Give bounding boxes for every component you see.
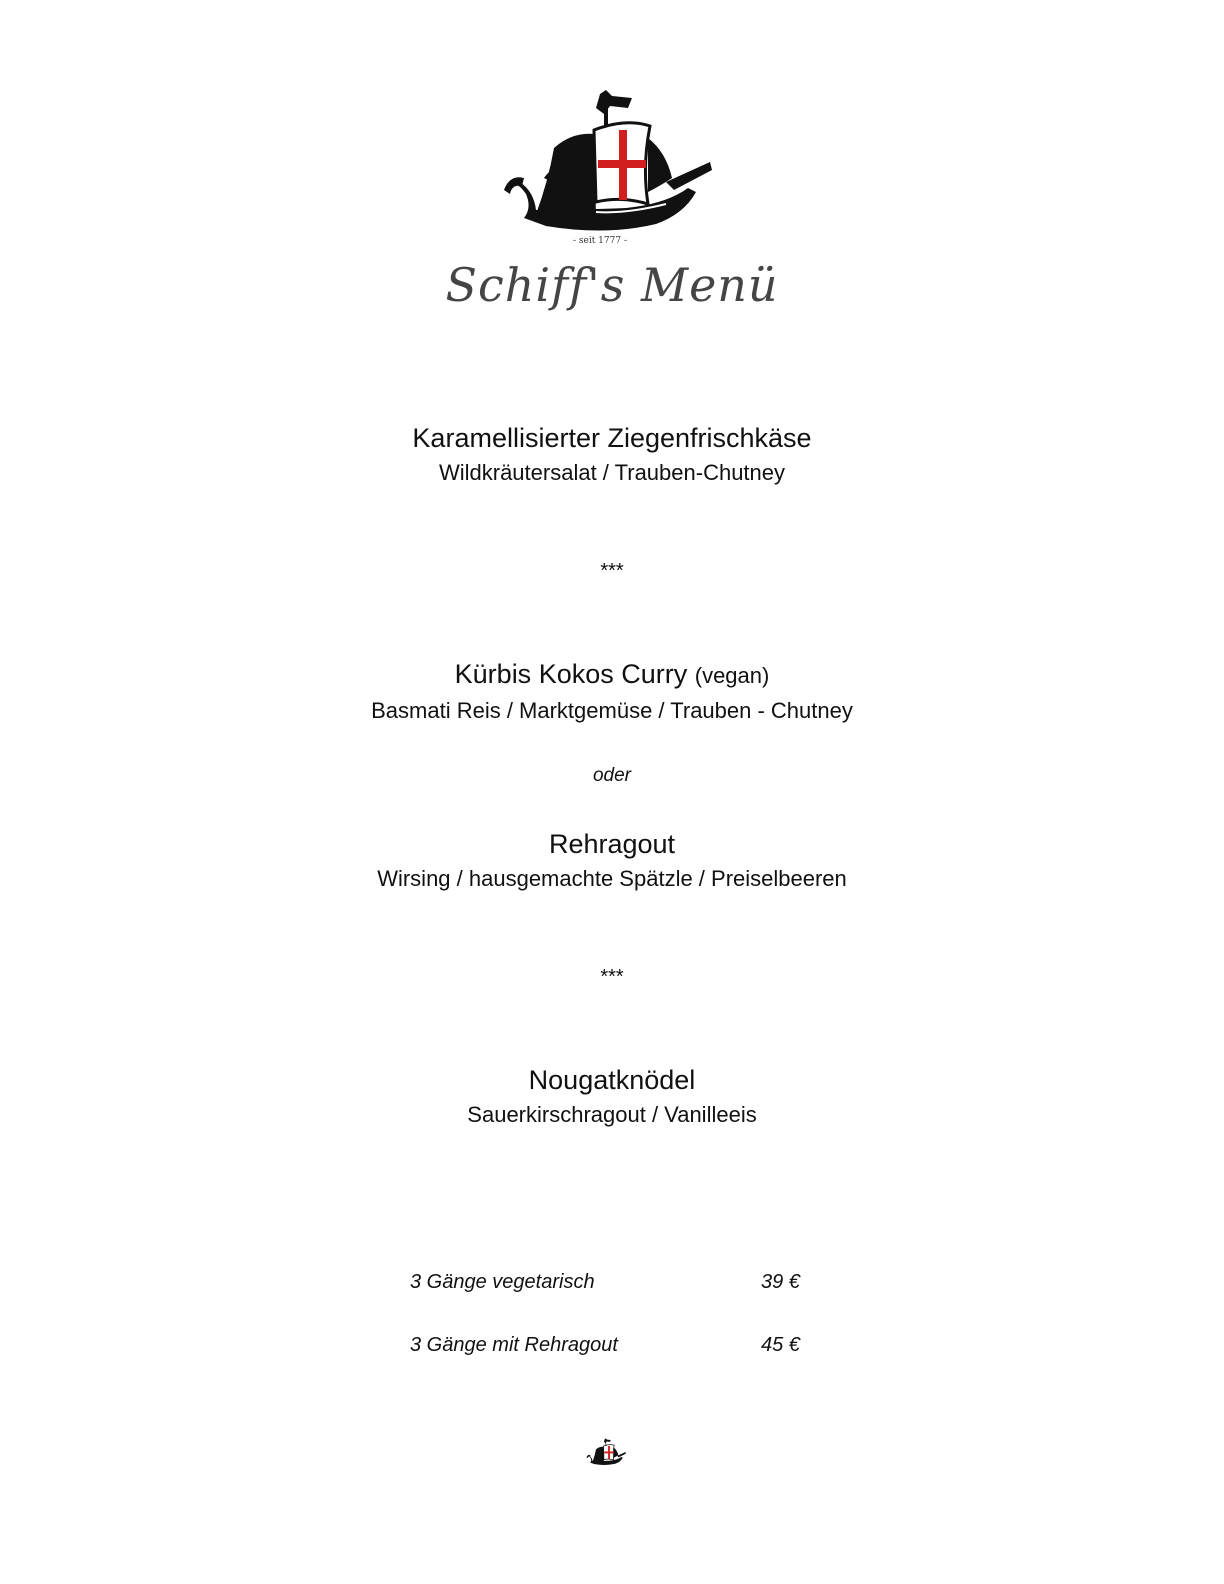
dish-sides: Sauerkirschragout / Vanilleeis bbox=[467, 1102, 757, 1127]
alternative-label: oder bbox=[592, 765, 632, 786]
course-separator: *** bbox=[600, 966, 624, 988]
ship-icon bbox=[585, 1437, 627, 1469]
ship-logo bbox=[496, 86, 718, 248]
dish-name: Nougatknödel bbox=[528, 1065, 696, 1095]
logo-tagline: - seit 1777 - bbox=[572, 236, 628, 246]
price-amount: 45 € bbox=[761, 1334, 800, 1356]
dish-sides: Wirsing / hausgemachte Spätzle / Preiselbeeren bbox=[377, 866, 847, 891]
course-separator: *** bbox=[600, 560, 624, 582]
dish-name-text: Kürbis Kokos Curry bbox=[454, 659, 688, 689]
page-title: Schiff's Menü bbox=[445, 258, 779, 312]
dish-sides: Wildkräutersalat / Trauben-Chutney bbox=[438, 460, 786, 485]
price-label: 3 Gänge vegetarisch bbox=[410, 1271, 595, 1293]
dish-name: Rehragout bbox=[548, 829, 676, 859]
course-main-venison bbox=[0, 826, 1224, 896]
course-dessert bbox=[0, 1062, 1224, 1132]
price-label: 3 Gänge mit Rehragout bbox=[410, 1334, 618, 1356]
dish-note: (vegan) bbox=[694, 663, 770, 688]
price-amount: 39 € bbox=[761, 1271, 800, 1293]
dish-name bbox=[0, 656, 1224, 694]
dish-sides: Basmati Reis / Marktgemüse / Trauben - Chutney bbox=[371, 698, 853, 723]
course-main-vegan bbox=[0, 656, 1224, 728]
price-row bbox=[410, 1271, 830, 1301]
ship-logo-icon bbox=[496, 86, 718, 248]
course-starter bbox=[0, 420, 1224, 490]
price-row bbox=[410, 1334, 830, 1364]
dish-name: Karamellisierter Ziegenfrischkäse bbox=[412, 423, 812, 453]
footer-ship-logo bbox=[585, 1437, 627, 1469]
